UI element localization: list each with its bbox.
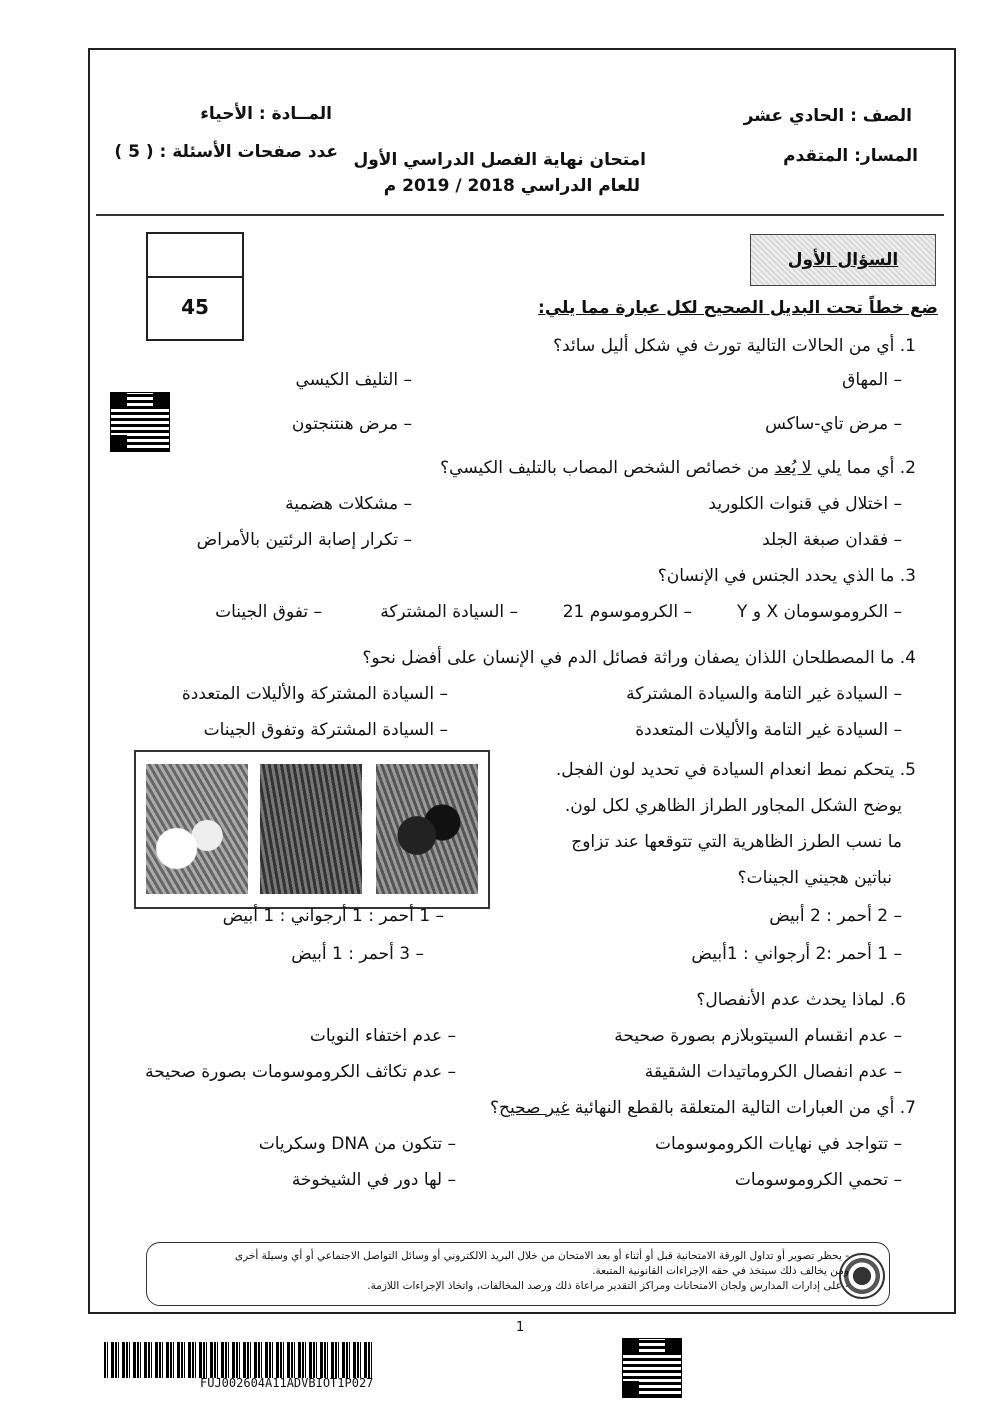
grade-label: الصف : الحادي عشر	[743, 106, 912, 126]
q2-option-d[interactable]: – تكرار إصابة الرئتين بالأمراض	[196, 530, 412, 550]
question-4: 4. ما المصطلحان اللذان يصفان وراثة فصائل الدم في الإنسان على أفضل نحو؟	[362, 648, 916, 668]
q1-option-d[interactable]: – مرض هنتنجتون	[291, 414, 412, 434]
q7-option-b[interactable]: – تتكون من DNA وسكريات	[258, 1134, 456, 1154]
q5-option-a[interactable]: – 2 أحمر : 2 أبيض	[769, 906, 902, 926]
question-6: 6. لماذا يحدث عدم الأنفصال؟	[696, 990, 906, 1010]
q2-option-b[interactable]: – مشكلات هضمية	[285, 494, 412, 514]
radish-red-photo	[376, 764, 478, 894]
q3-option-a[interactable]: – الكروموسومان X و Y	[737, 602, 902, 622]
q6-option-a[interactable]: – عدم انقسام السيتوبلازم بصورة صحيحة	[614, 1026, 902, 1046]
page-number: 1	[516, 1320, 525, 1335]
question-5-line4: نباتين هجيني الجينات؟	[737, 868, 892, 888]
question-5-line2: يوضح الشكل المجاور الطراز الظاهري لكل لون.	[564, 796, 902, 816]
instruction: ضع خطاً تحت البديل الصحيح لكل عبارة مما يلي:	[538, 298, 938, 318]
header-divider	[96, 214, 944, 216]
section-title: السؤال الأول	[787, 250, 899, 270]
q7-option-a[interactable]: – تتواجد في نهايات الكروموسومات	[655, 1134, 902, 1154]
question-number: 1.	[899, 336, 916, 356]
radish-white-photo	[146, 764, 248, 894]
q5-option-b[interactable]: – 1 أحمر : 1 أرجواني : 1 أبيض	[222, 906, 444, 926]
footer-qr-code-icon	[622, 1338, 682, 1398]
notice-text: - يحظر تصوير أو تداول الورقة الامتحانية قبل أو أثناء أو بعد الامتحان من خلال البريد الالكتروني أو وسائل التواصل الاجتماعي أو أي وسيلة أخرى ومن يخالف ذلك سيتخذ في حقه الإجراءات القانونية المتبعة. - على إدارات المدارس ولجان الامتحانات ومراكز التقدير مراعاة ذلك ورصد المخالفات، واتخاذ الإجراءات اللازمة.	[234, 1250, 849, 1292]
exam-title-line1: امتحان نهاية الفصل الدراسي الأول	[353, 150, 646, 170]
q7-option-d[interactable]: – لها دور في الشيخوخة	[291, 1170, 456, 1190]
barcode-icon	[104, 1342, 372, 1378]
q4-option-c[interactable]: – السيادة غير التامة والأليلات المتعددة	[635, 720, 902, 740]
question-3: 3. ما الذي يحدد الجنس في الإنسان؟	[657, 566, 916, 586]
radish-purple-photo	[260, 764, 362, 894]
q6-option-b[interactable]: – عدم اختفاء النويات	[309, 1026, 456, 1046]
q6-option-d[interactable]: – عدم تكاثف الكروموسومات بصورة صحيحة	[145, 1062, 456, 1082]
subject-label: المــادة : الأحياء	[200, 104, 332, 124]
question-2: 2. أي مما يلي لا يُعد من خصائص الشخص المصاب بالتليف الكيسي؟	[440, 458, 916, 478]
question-7: 7. أي من العبارات التالية المتعلقة بالقطع النهائية غير صحيح؟	[489, 1098, 916, 1118]
q4-option-d[interactable]: – السيادة المشتركة وتفوق الجينات	[203, 720, 448, 740]
copyright-notice	[146, 1242, 890, 1306]
q1-option-b[interactable]: – التليف الكيسي	[295, 370, 412, 390]
q5-option-d[interactable]: – 3 أحمر : 1 أبيض	[291, 944, 424, 964]
question-text: أي من الحالات التالية تورث في شكل أليل سائد؟	[553, 336, 895, 356]
section-title-box	[750, 234, 936, 286]
q1-option-a[interactable]: – المهاق	[842, 370, 902, 390]
score-value: 45	[181, 295, 209, 319]
question-5: 5. يتحكم نمط انعدام السيادة في تحديد لون الفجل.	[555, 760, 916, 780]
q1-option-c[interactable]: – مرض تاي-ساكس	[765, 414, 902, 434]
q6-option-c[interactable]: – عدم انفصال الكروماتيدات الشقيقة	[644, 1062, 902, 1082]
exam-title-line2: للعام الدراسي 2018 / 2019 م	[383, 176, 640, 196]
pages-count-label: عدد صفحات الأسئلة : ( 5 )	[114, 142, 338, 162]
radish-figure	[134, 750, 490, 909]
q5-option-c[interactable]: – 1 أحمر :2 أرجواني : 1أبيض	[691, 944, 902, 964]
q4-option-b[interactable]: – السيادة المشتركة والأليلات المتعددة	[181, 684, 448, 704]
question-5-line3: ما نسب الطرز الظاهرية التي تتوقعها عند تزاوج	[571, 832, 902, 852]
q3-option-d[interactable]: – تفوق الجينات	[215, 602, 322, 622]
track-label: المسار: المتقدم	[783, 146, 918, 166]
q2-option-a[interactable]: – اختلال في قنوات الكلوريد	[708, 494, 902, 514]
q3-option-b[interactable]: – الكروموسوم 21	[562, 602, 692, 622]
question-1	[553, 336, 916, 356]
q4-option-a[interactable]: – السيادة غير التامة والسيادة المشتركة	[626, 684, 902, 704]
qr-code-icon	[110, 392, 170, 452]
q3-option-c[interactable]: – السيادة المشتركة	[380, 602, 518, 622]
score-box	[146, 232, 244, 341]
q7-option-c[interactable]: – تحمي الكروموسومات	[734, 1170, 902, 1190]
score-box-blank	[148, 234, 242, 278]
barcode-text: FUJ002604A11ADVBIOT1P027	[200, 1376, 374, 1390]
q2-option-c[interactable]: – فقدان صبغة الجلد	[762, 530, 902, 550]
